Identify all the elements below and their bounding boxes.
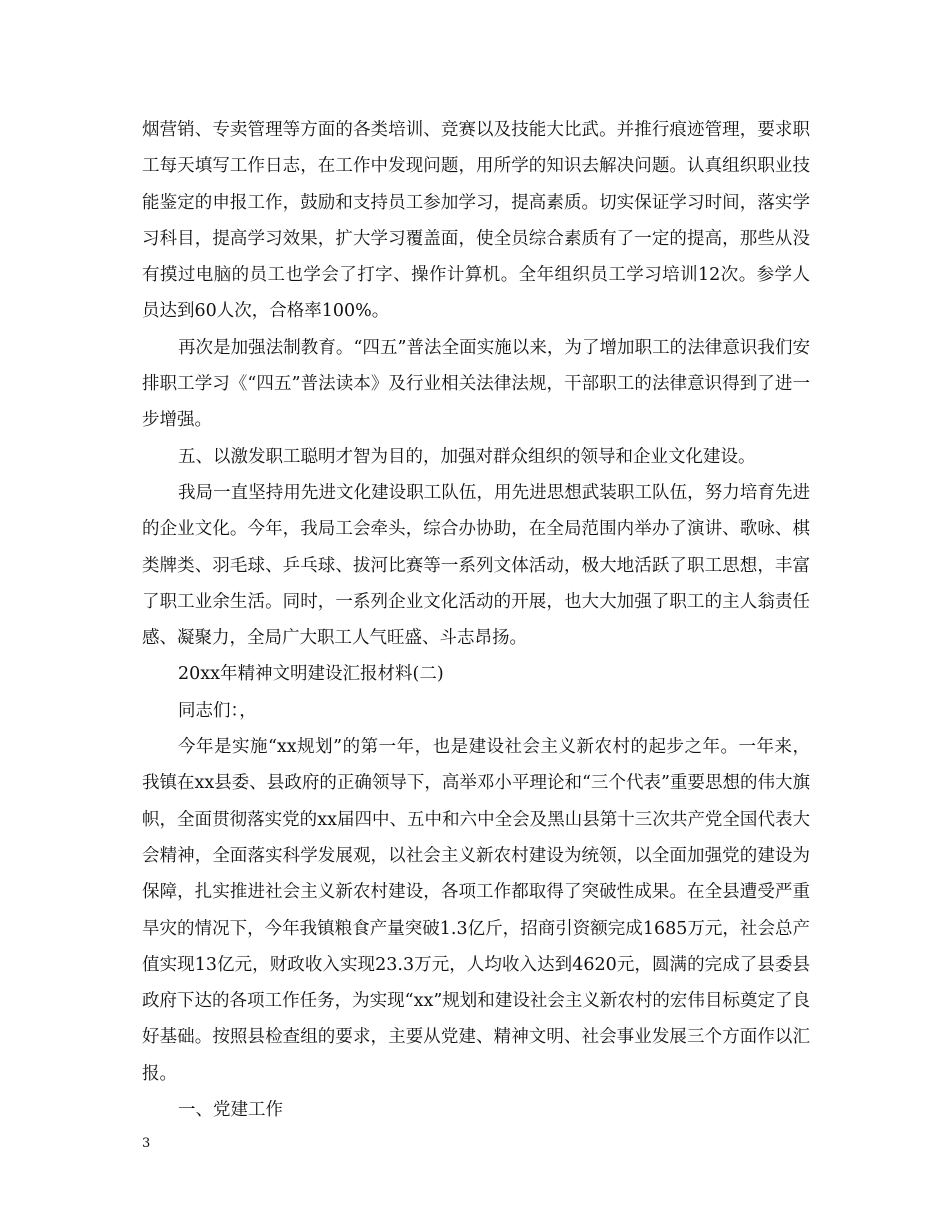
paragraph-annual-summary: 今年是实施“xx规划”的第一年，也是建设社会主义新农村的起步之年。一年来，我镇在xx县委、县政府的正确领导下，高举邓小平理论和“三个代表”重要思想的伟大旗帜，全面贯彻落实党的xx届四中、五中和六中全会及黑山县第十三次共产党全国代表大会精神，全面落实科学发展观，以社会主义新农村建设为统领，以全面加强党的建设为保障，扎实推进社会主义新农村建设，各项工作都取得了突破性成果。在全县遭受严重旱灾的情况下，今年我镇粮食产量突破1.3亿斤，招商引资额完成1685万元，社会总产值实现13亿元，财政收入实现23.3万元，人均收入达到4620元，圆满的完成了县委县政府下达的各项工作任务，为实现“xx”规划和建设社会主义新农村的宏伟目标奠定了良好基础。按照县检查组的要求，主要从党建、精神文明、社会事业发展三个方面作以汇报。: [142, 737, 810, 1084]
page-number: 3: [142, 1136, 151, 1151]
paragraph-legal-education: 再次是加强法制教育。“四五”普法全面实施以来，为了增加职工的法律意识我们安排职工学习《“四五”普法读本》及行业相关法律法规，干部职工的法律意识得到了进一步增强。: [142, 337, 810, 431]
paragraph-training: 烟营销、专卖管理等方面的各类培训、竞赛以及技能大比武。并推行痕迹管理，要求职工每天填写工作日志，在工作中发现问题，用所学的知识去解决问题。认真组织职业技能鉴定的申报工作，鼓励和支持员工参加学习，提高素质。切实保证学习时间，落实学习科目，提高学习效果，扩大学习覆盖面，使全员综合素质有了一定的提高，那些从没有摸过电脑的员工也学会了打字、操作计算机。全年组织员工学习培训12次。参学人员达到60人次，合格率100%。: [142, 120, 810, 322]
document-body: [142, 112, 810, 1128]
paragraph-salutation: 同志们：，: [178, 700, 257, 721]
paragraph-report-title: 20xx年精神文明建设汇报材料(二): [178, 664, 444, 685]
paragraph-section-five-heading: 五、以激发职工聪明才智为目的，加强对群众组织的领导和企业文化建设。: [178, 446, 756, 467]
paragraph-corporate-culture: 我局一直坚持用先进文化建设职工队伍，用先进思想武装职工队伍，努力培育先进的企业文化。今年，我局工会牵头，综合办协助，在全局范围内举办了演讲、歌咏、棋类牌类、羽毛球、乒乓球、拔河比赛等一系列文体活动，极大地活跃了职工思想，丰富了职工业余生活。同时，一系列企业文化活动的开展，也大大加强了职工的主人翁责任感、凝聚力，全局广大职工人气旺盛、斗志昂扬。: [142, 482, 810, 649]
paragraph-party-building-heading: 一、党建工作: [178, 1100, 283, 1121]
